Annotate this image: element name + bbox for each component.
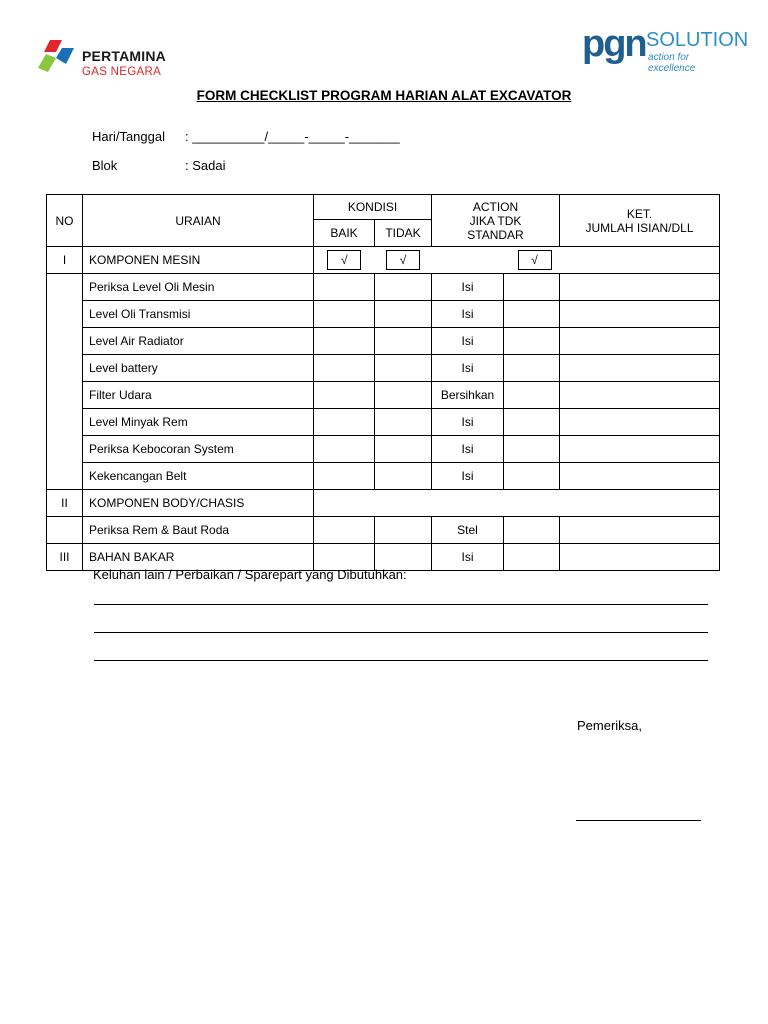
form-title: FORM CHECKLIST PROGRAM HARIAN ALAT EXCAVATOR [196,88,572,103]
action-cell: Isi [432,301,504,328]
action-extra-cell[interactable] [504,436,560,463]
table-row [47,274,720,301]
baik-cell[interactable] [314,436,375,463]
baik-cell[interactable] [314,328,375,355]
action-extra-cell[interactable] [504,463,560,490]
action-cell: Isi [432,436,504,463]
baik-cell[interactable] [314,409,375,436]
section-number: II [47,490,83,517]
action-cell: Isi [432,409,504,436]
table-row [47,463,720,490]
ket-cell[interactable] [560,382,720,409]
date-field[interactable]: : __________/_____-_____-_______ [185,129,400,144]
pgn-wordmark: pgn [582,23,646,65]
item-label: Level Minyak Rem [83,409,314,436]
table-row [47,355,720,382]
pertamina-logo [36,36,206,84]
action-extra-cell[interactable] [504,382,560,409]
header-kondisi: KONDISI [314,195,432,220]
tidak-cell[interactable] [375,436,432,463]
action-extra-cell[interactable] [504,301,560,328]
item-label: Level battery [83,355,314,382]
action-checkbox[interactable]: √ [518,250,552,270]
baik-cell[interactable] [314,355,375,382]
pertamina-mark-icon [36,36,76,76]
tidak-cell[interactable] [375,517,432,544]
action-extra-cell[interactable] [504,355,560,382]
pertamina-subtitle: GAS NEGARA [82,66,162,78]
tidak-cell[interactable] [375,274,432,301]
ket-cell[interactable] [560,544,720,571]
baik-cell[interactable] [314,382,375,409]
ket-cell[interactable] [560,328,720,355]
block-label: Blok [92,158,118,173]
checklist-table [46,194,720,571]
item-label: Kekencangan Belt [83,463,314,490]
date-label: Hari/Tanggal [92,129,165,144]
tidak-checkbox[interactable]: √ [386,250,420,270]
section-row-komponen-mesin [47,247,720,274]
pgn-logo [582,23,749,76]
header-no: NO [47,195,83,247]
header-ket: KET. JUMLAH ISIAN/DLL [560,195,720,247]
notes-line-3[interactable] [94,660,708,661]
item-label: Level Air Radiator [83,328,314,355]
action-extra-cell[interactable] [504,274,560,301]
action-extra-cell[interactable] [504,544,560,571]
table-row [47,436,720,463]
action-cell: Isi [432,328,504,355]
action-cell: Isi [432,274,504,301]
ket-cell[interactable] [560,301,720,328]
action-cell: Bersihkan [432,382,504,409]
signature-label: Pemeriksa, [577,718,643,733]
ket-cell[interactable] [560,274,720,301]
table-row [47,517,720,544]
section-blank-cell [314,490,720,517]
pgn-solution-text: SOLUTION [646,29,749,51]
header-uraian: URAIAN [83,195,314,247]
item-label: Level Oli Transmisi [83,301,314,328]
ket-cell[interactable] [560,355,720,382]
ket-cell[interactable] [560,517,720,544]
signature-line[interactable] [576,820,701,821]
table-row [47,409,720,436]
action-cell: Isi [432,544,504,571]
notes-label: Keluhan lain / Perbaikan / Sparepart yang Dibutuhkan: [93,567,407,582]
action-extra-cell[interactable] [504,517,560,544]
action-extra-cell[interactable] [504,409,560,436]
table-row [47,301,720,328]
pgn-tagline: action for excellence [648,52,696,74]
action-extra-cell[interactable] [504,328,560,355]
notes-line-1[interactable] [94,604,708,605]
tidak-cell[interactable] [375,463,432,490]
item-label: Filter Udara [83,382,314,409]
tidak-cell[interactable] [375,301,432,328]
table-row [47,328,720,355]
no-cell [47,274,83,490]
tidak-cell[interactable] [375,382,432,409]
header-tidak: TIDAK [375,220,432,247]
tidak-cell[interactable] [375,328,432,355]
action-cell: Stel [432,517,504,544]
baik-cell[interactable] [314,463,375,490]
item-label: Periksa Rem & Baut Roda [83,517,314,544]
baik-checkbox[interactable]: √ [327,250,361,270]
section-label: BAHAN BAKAR [83,544,314,571]
pertamina-name: PERTAMINA [82,48,166,64]
ket-cell[interactable] [560,409,720,436]
header-action: ACTION JIKA TDK STANDAR [432,195,560,247]
ket-cell[interactable] [560,247,720,274]
table-header-row [47,195,720,220]
action-cell: Isi [432,355,504,382]
ket-cell[interactable] [560,463,720,490]
notes-line-2[interactable] [94,632,708,633]
tidak-cell[interactable] [375,355,432,382]
block-field[interactable]: : Sadai [185,158,226,173]
ket-cell[interactable] [560,436,720,463]
section-label: KOMPONEN BODY/CHASIS [83,490,314,517]
baik-cell[interactable] [314,517,375,544]
action-cell: Isi [432,463,504,490]
table-row [47,382,720,409]
header-baik: BAIK [314,220,375,247]
tidak-cell[interactable] [375,409,432,436]
section-number: III [47,544,83,571]
section-label: KOMPONEN MESIN [83,247,314,274]
baik-cell[interactable] [314,301,375,328]
section-number: I [47,247,83,274]
section-row-komponen-body [47,490,720,517]
baik-cell[interactable] [314,274,375,301]
item-label: Periksa Kebocoran System [83,436,314,463]
item-label: Periksa Level Oli Mesin [83,274,314,301]
no-cell [47,517,83,544]
